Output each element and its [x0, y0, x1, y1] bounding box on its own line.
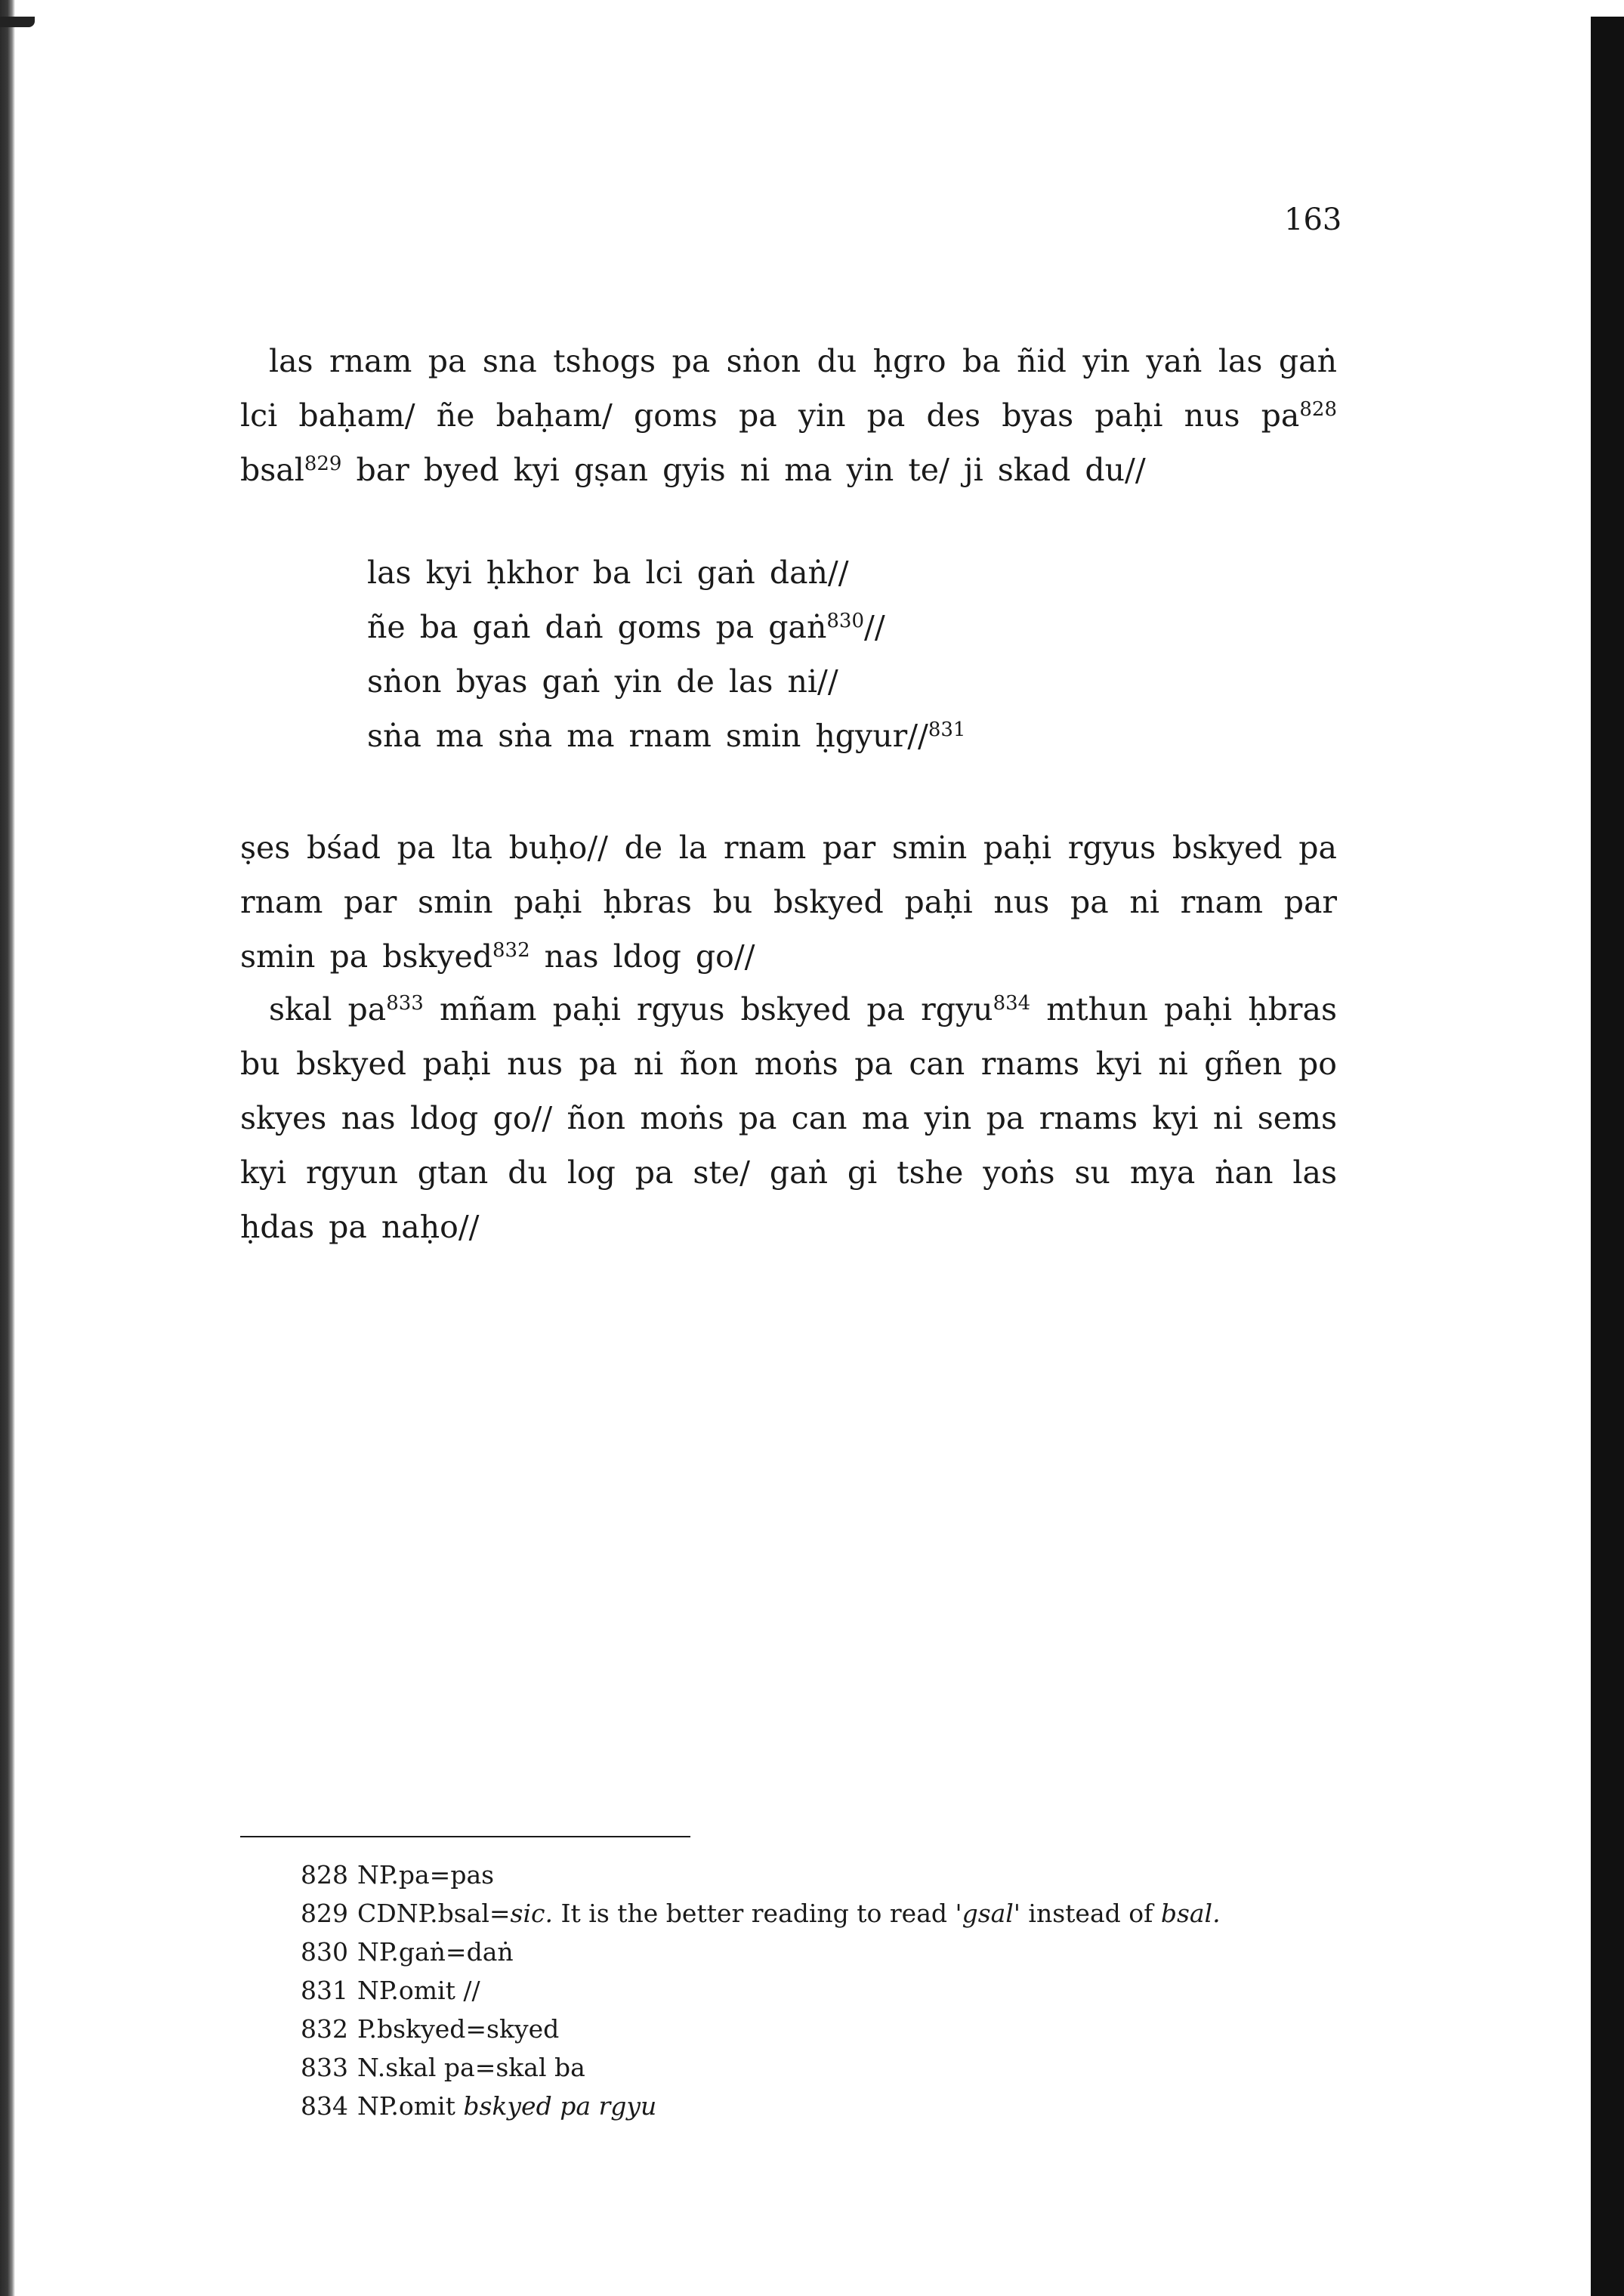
verse-line-1: las kyi ḥkhor ba lci gaṅ daṅ// — [367, 555, 849, 591]
verse-line-2-text: ñe ba gaṅ daṅ goms pa gaṅ — [367, 609, 827, 645]
footnote-number: 829 — [301, 1899, 348, 1928]
verse-line-4-text: sṅa ma sṅa ma rnam smin ḥgyur// — [367, 718, 928, 754]
verse-line-2-end: // — [864, 609, 885, 645]
footnotes — [301, 1856, 1221, 2125]
footnote-number: 832 — [301, 2014, 348, 2044]
footnote-text: N.skal pa=skal ba — [357, 2053, 585, 2082]
footnote-text: NP.pa=pas — [357, 1860, 495, 1890]
footnote-ref-834[interactable]: 834 — [993, 992, 1031, 1015]
verse-line-2 — [367, 600, 965, 654]
verse-line-3: sṅon byas gaṅ yin de las ni// — [367, 663, 838, 700]
footnote-ref-832[interactable]: 832 — [492, 939, 530, 962]
paragraph-4-text-a: skal pa — [269, 991, 387, 1027]
footnote-italic-b: 'gsal' — [955, 1899, 1020, 1928]
footnote-833 — [301, 2048, 1221, 2087]
footnote-834 — [301, 2087, 1221, 2125]
paragraph-4 — [240, 982, 1337, 1254]
footnote-ref-829[interactable]: 829 — [304, 453, 342, 475]
footnote-ref-830[interactable]: 830 — [826, 610, 865, 632]
paragraph-1-text-c: bar byed kyi gṣan gyis ni ma yin te/ ji skad du// — [341, 452, 1146, 488]
footnote-ref-828[interactable]: 828 — [1299, 398, 1337, 421]
footnote-number: 833 — [301, 2053, 348, 2082]
footnote-text: NP.omit — [357, 2091, 464, 2121]
paragraph-1 — [240, 334, 1337, 497]
paragraph-1-text-b: bsal — [240, 452, 304, 488]
verse-line-4 — [367, 709, 965, 763]
footnote-text: P.bskyed=skyed — [357, 2014, 560, 2044]
footnote-ref-831[interactable]: 831 — [928, 718, 966, 741]
footnote-number: 828 — [301, 1860, 348, 1890]
footnote-number: 830 — [301, 1937, 348, 1967]
footnote-829 — [301, 1894, 1221, 1933]
paragraph-3-text-a: ṣes bśad pa lta buḥo// de la rnam par smin paḥi rgyus bskyed pa rnam par smin paḥi ḥbras bu bskyed paḥi nus pa ni rnam par smin pa bskyed — [240, 830, 1337, 975]
footnote-italic-a: sic. — [510, 1899, 553, 1928]
footnote-italic: bskyed pa rgyu — [463, 2091, 657, 2121]
footnote-text-c: instead of — [1020, 1899, 1161, 1928]
paragraph-1-text-a: las rnam pa sna tshogs pa sṅon du ḥgro ba ñid yin yaṅ las gaṅ lci baḥam/ ñe baḥam/ goms pa yin pa des byas paḥi nus pa — [240, 343, 1337, 434]
footnote-828 — [301, 1856, 1221, 1894]
paragraph-4-text-c: mthun paḥi ḥbras bu bskyed paḥi nus pa ni ñon moṅs pa can rnams kyi ni gñen po skyes nas ldog go// ñon moṅs pa can ma yin pa rnams kyi ni sems kyi rgyun gtan du log pa ste/ gaṅ gi tshe yoṅs su mya ṅan las ḥdas pa naḥo// — [240, 991, 1337, 1245]
footnote-text: NP.gaṅ=daṅ — [357, 1937, 514, 1967]
footnote-832 — [301, 2010, 1221, 2048]
footnote-830 — [301, 1933, 1221, 1971]
paragraph-4-text-b: mñam paḥi rgyus bskyed pa rgyu — [423, 991, 993, 1027]
footnote-divider — [240, 1836, 690, 1837]
paragraph-3-text-b: nas ldog go// — [529, 938, 755, 975]
footnote-ref-833[interactable]: 833 — [386, 992, 424, 1015]
verse-block — [367, 545, 965, 763]
page-number: 163 — [1284, 202, 1342, 237]
footnote-italic-c: bsal. — [1160, 1899, 1221, 1928]
scan-border-right — [1591, 17, 1624, 2296]
scan-border-left-cap — [0, 17, 35, 27]
footnote-text: NP.omit // — [357, 1976, 480, 2005]
footnote-text-a: CDNP.bsal= — [357, 1899, 511, 1928]
footnote-number: 831 — [301, 1976, 348, 2005]
footnote-text-b: It is the better reading to read — [553, 1899, 956, 1928]
footnote-number: 834 — [301, 2091, 348, 2121]
paragraph-3 — [240, 820, 1337, 984]
footnote-831 — [301, 1971, 1221, 2010]
scan-border-left — [0, 0, 15, 2296]
